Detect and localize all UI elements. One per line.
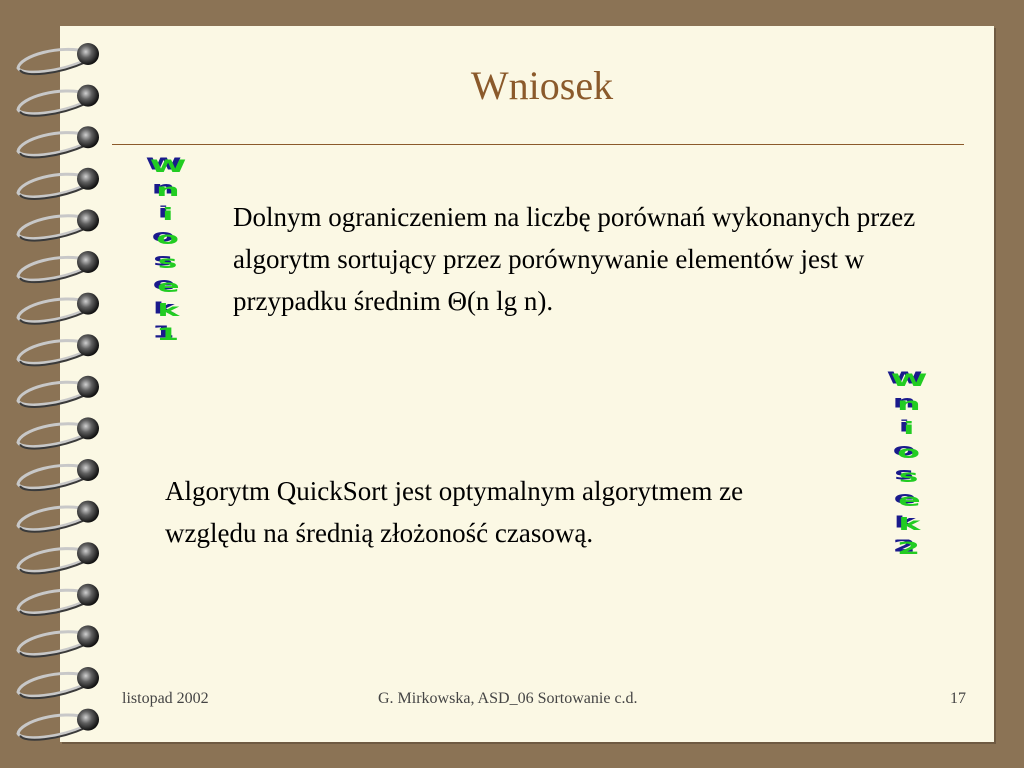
binding-hole bbox=[77, 417, 99, 439]
binding-hole bbox=[77, 459, 99, 481]
paragraph-quicksort: Algorytm QuickSort jest optymalnym algorytmem ze względu na średnią złożoność czasową. bbox=[165, 476, 744, 548]
wordart-letter: o bbox=[897, 443, 921, 463]
wordart-letter: i bbox=[162, 205, 174, 225]
binding-hole bbox=[77, 709, 99, 731]
slide-title: Wniosek bbox=[470, 63, 614, 108]
binding-hole bbox=[77, 667, 99, 689]
wordart-letter: 1 bbox=[156, 325, 180, 345]
spiral-binding bbox=[0, 0, 120, 768]
wordart-letter: e bbox=[897, 491, 921, 511]
wordart-letter: n bbox=[897, 395, 921, 415]
binding-hole bbox=[77, 334, 99, 356]
wordart-letter: k bbox=[898, 515, 920, 535]
wordart-letter: W bbox=[890, 371, 928, 391]
wordart-letter: 2 bbox=[897, 539, 921, 559]
binding-hole bbox=[77, 209, 99, 231]
wordart-letter: n bbox=[156, 181, 180, 201]
footer-author: G. Mirkowska, ASD_06 Sortowanie c.d. bbox=[378, 690, 638, 707]
title-divider bbox=[112, 144, 964, 145]
binding-hole bbox=[77, 376, 99, 398]
binding-hole bbox=[77, 293, 99, 315]
binding-hole bbox=[77, 501, 99, 523]
binding-hole bbox=[77, 625, 99, 647]
paragraph-lower-bound: Dolnym ograniczeniem na liczbę porównań wykonanych przez algorytm sortujący przez porównywanie elementów jest w przypadku średnim Θ(n lg n). bbox=[233, 202, 916, 316]
wordart-letter: e bbox=[156, 277, 180, 297]
footer-page-number: 17 bbox=[950, 690, 966, 707]
wordart-letter: o bbox=[156, 229, 180, 249]
binding-hole bbox=[77, 126, 99, 148]
binding-hole bbox=[77, 168, 99, 190]
binding-hole bbox=[77, 542, 99, 564]
wordart-letter: k bbox=[157, 301, 179, 321]
wordart-letter: i bbox=[903, 419, 915, 439]
slide-page bbox=[60, 26, 994, 742]
wordart-letter: W bbox=[149, 157, 187, 177]
binding-hole bbox=[77, 584, 99, 606]
binding-hole bbox=[77, 251, 99, 273]
wordart-letter: s bbox=[899, 467, 919, 487]
wordart-letter: s bbox=[158, 253, 178, 273]
footer-date: listopad 2002 bbox=[122, 690, 209, 707]
wordart-wniosek2 bbox=[874, 370, 944, 562]
wordart-wniosek1 bbox=[133, 156, 203, 348]
